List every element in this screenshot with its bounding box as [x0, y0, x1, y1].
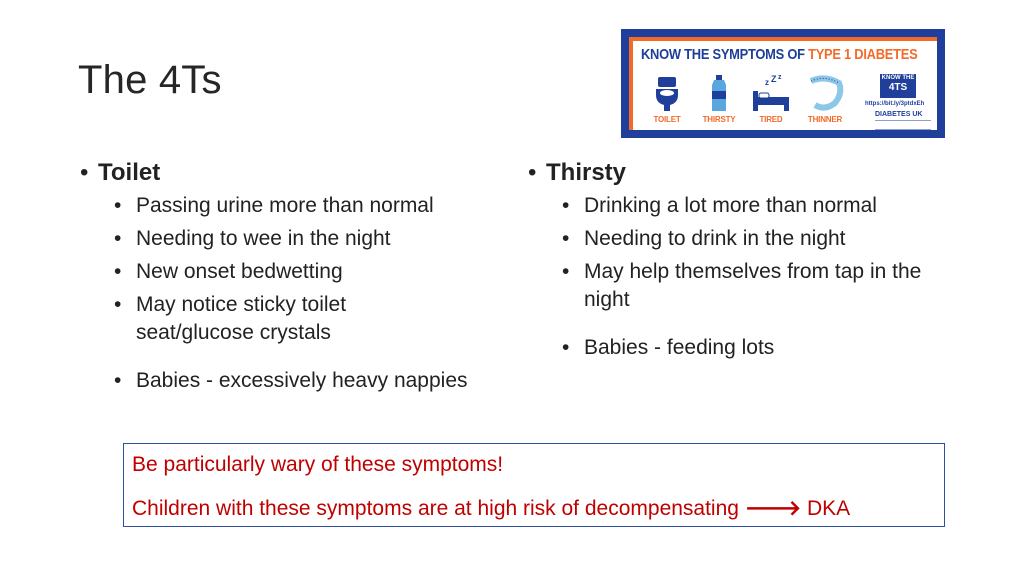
banner-url: https://bit.ly/3ptdxEh: [865, 101, 925, 107]
list-item: [80, 225, 520, 253]
warning-line-2: [132, 496, 850, 521]
banner-headline-accent: TYPE 1 DIABETES: [808, 46, 918, 63]
arrow-right-icon: 🡒: [744, 497, 802, 520]
bullet: •: [562, 260, 570, 283]
badge-4ts-text: 4TS: [888, 82, 908, 93]
warning-box: [123, 443, 945, 527]
bullet: •: [114, 293, 122, 316]
list-item-text: May notice sticky toilet seat/glucose crystals: [136, 293, 347, 344]
thirsty-heading-text: Thirsty: [546, 159, 627, 186]
toilet-heading-text: Toilet: [98, 159, 161, 186]
badge-top-text: KNOW THE: [881, 75, 915, 81]
toilet-icon: [645, 75, 689, 129]
list-item: [528, 258, 954, 314]
bed-icon: [749, 75, 793, 129]
bullet: •: [562, 194, 570, 217]
banner-headline-prefix: KNOW THE SYMPTOMS OF: [641, 46, 809, 63]
list-item-text: May help themselves from tap in the night: [584, 260, 922, 311]
list-item: [80, 258, 520, 286]
svg-text:Z: Z: [771, 75, 777, 84]
thirsty-symptom-list: [528, 192, 948, 362]
thirsty-heading: [528, 158, 948, 188]
type1-diabetes-banner: [621, 29, 945, 138]
list-item-text: New onset bedwetting: [136, 260, 343, 283]
bullet: •: [528, 159, 537, 186]
list-item-text: Needing to drink in the night: [584, 227, 846, 250]
diabetes-uk-logo: DIABETES UK: [875, 111, 923, 118]
list-item-babies: [80, 367, 520, 395]
svg-text:z: z: [778, 75, 782, 81]
thirsty-column: [528, 158, 948, 367]
bullet: •: [80, 159, 89, 186]
banner-panel: [629, 37, 937, 130]
bullet: •: [114, 227, 122, 250]
list-item: [80, 192, 520, 220]
bullet: •: [114, 260, 122, 283]
bullet: •: [114, 369, 122, 392]
list-item-text: Passing urine more than normal: [136, 194, 434, 217]
thinner-label: THINNER: [807, 115, 843, 124]
toilet-label: TOILET: [653, 115, 681, 124]
list-item-text: Babies - feeding lots: [584, 336, 775, 359]
toilet-column: [80, 158, 520, 400]
banner-icons: [645, 75, 855, 129]
list-item-text: Babies - excessively heavy nappies: [136, 369, 468, 392]
slide-title: The 4Ts: [78, 58, 222, 102]
warning-line-1: Be particularly wary of these symptoms!: [132, 453, 504, 476]
tired-label: TIRED: [759, 115, 783, 124]
bullet: •: [562, 227, 570, 250]
banner-headline: [641, 46, 917, 63]
list-item-text: Drinking a lot more than normal: [584, 194, 877, 217]
bottle-icon: [697, 75, 741, 129]
bullet: •: [562, 336, 570, 359]
know-4ts-badge: [880, 74, 916, 98]
bullet: •: [114, 194, 122, 217]
tape-measure-icon: [803, 75, 847, 129]
list-item-babies: [528, 334, 948, 362]
banner-fine-print: [875, 120, 931, 130]
toilet-symptom-list: [80, 192, 520, 395]
toilet-heading: [80, 158, 520, 188]
svg-text:z: z: [765, 78, 769, 87]
list-item: [528, 225, 948, 253]
list-item: [80, 291, 396, 347]
thirsty-label: THIRSTY: [702, 115, 736, 124]
dka-text: DKA: [806, 497, 851, 520]
warning-line-2-text: Children with these symptoms are at high risk of decompensating: [132, 497, 739, 520]
list-item-text: Needing to wee in the night: [136, 227, 391, 250]
list-item: [528, 192, 948, 220]
